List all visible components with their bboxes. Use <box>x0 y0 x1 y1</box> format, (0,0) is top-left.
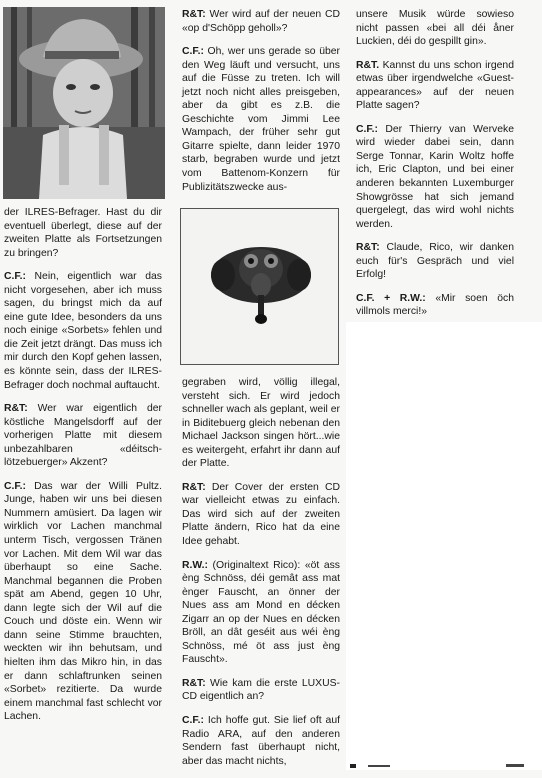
column-1 <box>4 206 162 734</box>
paragraph-text: Wer war eigentlich der köstliche Mangelsdorff auf der vorherigen Platte mit diesem unbezahlbaren «déitsch-lötzebuerger» Akzent? <box>4 403 162 469</box>
paragraph <box>182 45 340 194</box>
child-portrait-photo <box>3 7 165 199</box>
paragraph <box>356 59 514 113</box>
paragraph-text: Das war der Willi Pultz. Junge, haben wir uns bei diesen Nummern amüsiert. Da lagen wir wirklich vor Lachen manchmal unterm Tisch, vergossen Tränen vor Lachen. Mit dem Wil war das überhaupt so eine Sache. Manchmal begannen die Proben spät am Abend, gegen 10 Uhr, dann legte sich der Wil auf die Couch und döste ein. Wenn wir dann seine Stimme brauchten, weckten wir ihn behutsam, und hielten ihm das Mikro hin, in das er dann schlaftrunken seinen «Sorbet» rezitierte. Da wurde einem manchmal fast schlecht vor Lachen. <box>4 480 162 723</box>
speaker-label: C.F.: <box>356 123 378 135</box>
paragraph <box>4 270 162 392</box>
speaker-label: C.F.: <box>182 46 204 58</box>
speaker-label: R.W.: <box>182 559 208 571</box>
paragraph <box>182 481 340 549</box>
child-in-hat-illustration <box>3 7 165 199</box>
paragraph-text: Nein, eigentlich war das nicht vorgesehen, aber ich muss sagen, du bringst mich da auf eine gute Idee, besonders da uns noch einige «Sorbets» fehlen und die Zeit jetzt drängt. Das muss ich mir durch den Kopf gehen lassen, es könnte sein, dass der ILRES-Befrager doch nochmal auftaucht. <box>4 271 162 391</box>
paragraph-text: Der Thierry van Werveke wird wieder dabei sein, dann Serge Tonnar, Karin Woltz hoffe ich, Eric Clapton, und bei einer anderen bekannten Luxemburger Showgrösse hat sich jemand quergelegt, das wird wohl nichts werden. <box>356 123 514 230</box>
paragraph <box>182 714 340 768</box>
speaker-label: R&T. <box>356 59 380 71</box>
column-2-bottom <box>182 376 340 778</box>
column-3 <box>356 8 514 329</box>
paragraph <box>356 123 514 231</box>
speaker-label: R&T: <box>182 9 206 20</box>
paragraph <box>356 292 514 319</box>
paragraph-text: Wie kam die erste LUXUS-CD eigentlich an? <box>182 677 340 703</box>
speaker-label: C.F.: <box>182 715 204 727</box>
paragraph: unsere Musik würde sowieso nicht passen «bei all déi åner Luckien, déi do gespillt gin». <box>356 9 514 48</box>
speaker-label: R&T: <box>356 242 380 254</box>
paragraph-text: Wer wird auf der neuen CD «op d'Schöpp geholl»? <box>182 9 340 34</box>
paragraph <box>182 677 340 704</box>
speaker-label: R&T: <box>182 481 206 493</box>
blank-page-area <box>346 322 542 770</box>
paragraph <box>182 559 340 667</box>
paragraph-text: Ich hoffe gut. Sie lief oft auf Radio ARA, auf den anderen Sendern fast überhaupt nicht, aber das macht nichts, <box>182 715 340 767</box>
speaker-label: R&T: <box>4 403 28 415</box>
paragraph: gegraben wird, völlig illegal, versteht sich. Er wird jedoch schneller wach als geplant, weil er in Biditebuerg gleich nebenan den Michael Jackson singen hört...wie es weitergeht, erfahrt ihr dann auf der Platte. <box>182 377 340 470</box>
fist-face-icon <box>181 209 338 364</box>
paragraph-text: Oh, wer uns gerade so über den Weg läuft und versucht, uns auf die Füsse zu treten. Ich will jetzt noch nicht alles preisgeben, aber da gibt es z.B. die Geschichte vom Jimmi Lee Wampach, der früher sehr gut Gitarre spielte, dann leider 1970 starb, begraben wurde und jetzt vom Battenom-Konzern für Publizitätszwecke aus- <box>182 46 340 193</box>
speaker-label: R&T: <box>182 677 206 689</box>
paragraph-text: Kannst du uns schon irgend etwas über irgendwelche «Guest-appearances» auf der neuen Platte sagen? <box>356 59 514 112</box>
speaker-label: C.F. + R.W.: <box>356 292 426 304</box>
cd-cover-image <box>180 208 339 365</box>
paragraph <box>4 480 162 724</box>
column-2-top <box>182 8 340 204</box>
paragraph-text: (Originaltext Rico): «öt ass èng Schnöss, déi gemât ass mat ènger Fauscht, an önner der Nues ass am Mond en décken Zigarr an op der Nues en décken Bröll, an dât geséit aus wéi èng Schnöss, mé öt ass just èng Fauscht». <box>182 559 340 666</box>
paragraph-text: Claude, Rico, wir danken euch für's Gespräch und viel Erfolg! <box>356 242 514 281</box>
paragraph: der ILRES-Befrager. Hast du dir eventuell überlegt, diese auf der zweiten Platte als Fortsetzungen zu bringen? <box>4 207 162 259</box>
paragraph-text: «Mir soen öch villmols merci!» <box>356 292 514 318</box>
paragraph <box>182 8 340 35</box>
scan-artifact-marks <box>346 762 542 770</box>
paragraph-text: Der Cover der ersten CD war vielleicht etwas zu einfach. Das wird sich auf der zweiten Platte ändern, Rico hat da eine Idee gehabt. <box>182 481 340 548</box>
paragraph <box>356 241 514 282</box>
speaker-label: C.F.: <box>4 480 26 492</box>
paragraph <box>4 402 162 470</box>
speaker-label: C.F.: <box>4 271 26 283</box>
